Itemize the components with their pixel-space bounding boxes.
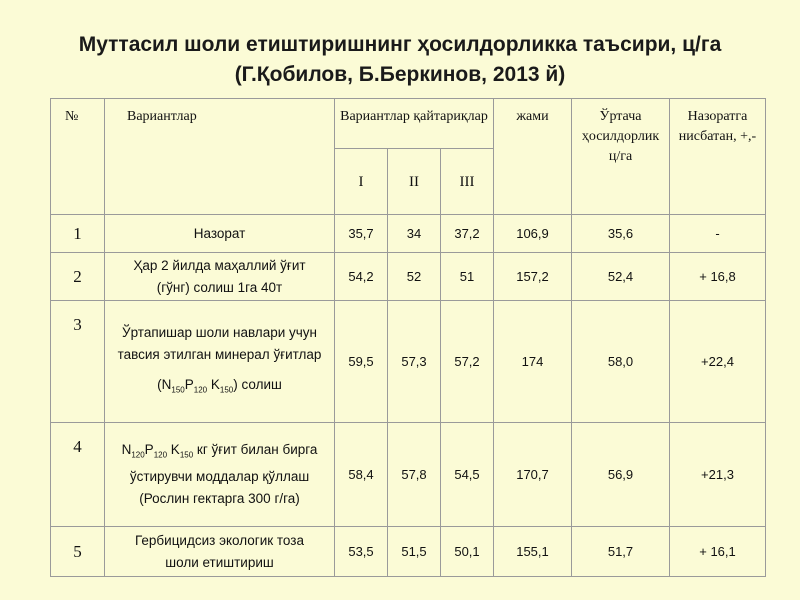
variant-cell (105, 527, 335, 577)
rep-1-value: 35,7 (335, 215, 388, 253)
difference-value: + 16,8 (670, 253, 766, 301)
rep-1-value: 58,4 (335, 423, 388, 527)
variant-formula: ($N_{150}P_{120}$ $K_{150}$) солиш (157, 376, 282, 395)
average-value: 58,0 (572, 301, 670, 423)
row-number: 5 (51, 527, 105, 577)
header-rep-1: I (335, 149, 388, 215)
variant-line: Назорат (193, 225, 246, 241)
total-value: 157,2 (494, 253, 572, 301)
variant-line: Ҳар 2 йилда маҳаллий ўғит (133, 257, 306, 273)
header-replications: Вариантлар қайтариқлар (335, 99, 494, 149)
variant-cell (105, 253, 335, 301)
row-number: 3 (51, 301, 105, 423)
rep-1-value: 53,5 (335, 527, 388, 577)
variant-formula: $N_{120}P_{120}$ $K_{150}$ кг ўғит билан бирга (121, 441, 318, 460)
variant-cell (105, 301, 335, 423)
row-number: 2 (51, 253, 105, 301)
difference-value: + 16,1 (670, 527, 766, 577)
header-rep-2: II (388, 149, 441, 215)
rep-3-value: 51 (441, 253, 494, 301)
table-row (51, 253, 766, 301)
rep-2-value: 57,8 (388, 423, 441, 527)
rep-1-value: 54,2 (335, 253, 388, 301)
rep-2-value: 57,3 (388, 301, 441, 423)
variant-cell (105, 423, 335, 527)
total-value: 155,1 (494, 527, 572, 577)
difference-value: - (670, 215, 766, 253)
total-value: 106,9 (494, 215, 572, 253)
difference-value: +21,3 (670, 423, 766, 527)
variant-line: (Рослин гектарга 300 г/га) (139, 491, 300, 507)
rep-3-value: 37,2 (441, 215, 494, 253)
average-value: 56,9 (572, 423, 670, 527)
rep-1-value: 59,5 (335, 301, 388, 423)
table-row (51, 423, 766, 527)
rep-3-value: 57,2 (441, 301, 494, 423)
variant-line: Ўртапишар шоли навлари учун (122, 324, 317, 340)
variant-line: (гўнг) солиш 1га 40т (156, 279, 283, 295)
variant-line: ўстирувчи моддалар қўллаш (129, 469, 310, 485)
page-title (0, 30, 800, 90)
variant-line: Гербицидсиз экологик тоза (135, 532, 304, 548)
header-difference: Назоратга нисбатан, +,- (670, 99, 766, 215)
rep-3-value: 54,5 (441, 423, 494, 527)
yield-table (50, 98, 766, 577)
header-row (51, 99, 766, 149)
total-value: 170,7 (494, 423, 572, 527)
total-value: 174 (494, 301, 572, 423)
difference-value: +22,4 (670, 301, 766, 423)
header-num: № (51, 99, 105, 215)
table-row (51, 215, 766, 253)
table-row (51, 301, 766, 423)
title-line-2: (Г.Қобилов, Б.Беркинов, 2013 й) (234, 63, 566, 86)
header-average: Ўртача ҳосилдорлик ц/га (572, 99, 670, 215)
variant-line: шоли етиштириш (165, 554, 274, 570)
rep-2-value: 51,5 (388, 527, 441, 577)
rep-2-value: 34 (388, 215, 441, 253)
title-line-1: Муттасил шоли етиштиришнинг ҳосилдорликка таъсири, ц/га (78, 33, 722, 56)
average-value: 51,7 (572, 527, 670, 577)
rep-2-value: 52 (388, 253, 441, 301)
table-row (51, 527, 766, 577)
average-value: 52,4 (572, 253, 670, 301)
row-number: 1 (51, 215, 105, 253)
header-variants: Вариантлар (105, 99, 335, 215)
header-total: жами (494, 99, 572, 215)
row-number: 4 (51, 423, 105, 527)
variant-line: тавсия этилган минерал ўғитлар (117, 346, 322, 362)
variant-cell (105, 215, 335, 253)
header-rep-3: III (441, 149, 494, 215)
rep-3-value: 50,1 (441, 527, 494, 577)
average-value: 35,6 (572, 215, 670, 253)
